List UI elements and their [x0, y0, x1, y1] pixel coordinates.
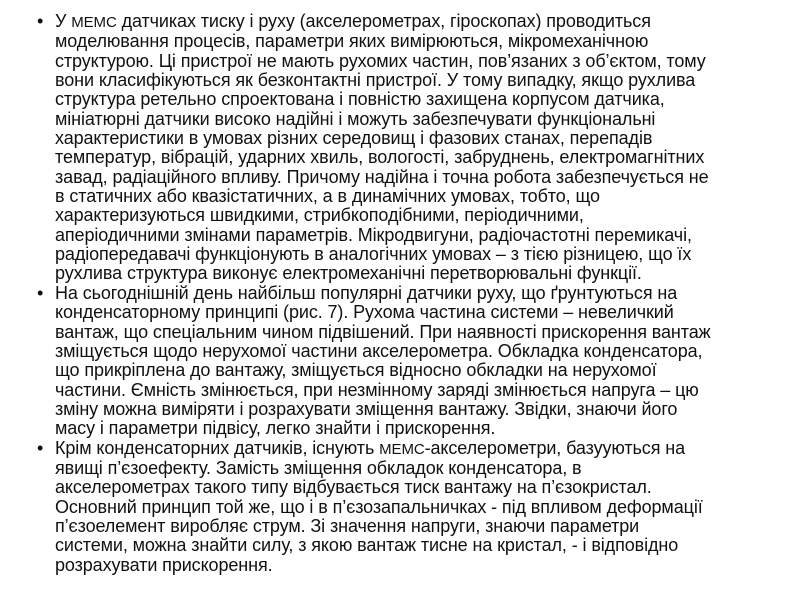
text-line: Крім конденсаторних датчиків, існують МЕМС-акселерометри, базууються на: [55, 437, 685, 458]
bullet-dot-icon: •: [37, 437, 44, 458]
text-line: системи, можна знайти силу, з якою вантаж тисне на кристал, - і відповідно: [55, 535, 679, 556]
bullet-text: [55, 284, 792, 439]
text-line: вантаж, що спеціальним чином підвішений. При наявності прискорення вантаж: [55, 321, 711, 342]
text-line: масу і параметри підвісу, легко знайти і прискорення.: [55, 418, 496, 439]
text-line: радіопередавачі функціонують в аналогічних умовах – з тією різницею, що їх: [55, 244, 692, 265]
text-line: зміщується щодо нерухомої частини акселерометра. Обкладка конденсатора,: [55, 340, 703, 361]
text-line: характеристики в умовах різних середовищ і фазових станах, перепадів: [55, 128, 653, 149]
text-line: На сьогоднішній день найбільш популярні датчики руху, що ґрунтуються на: [55, 282, 678, 303]
text-line: п’єзоелемент виробляє струм. Зі значення напруги, знаючи параметри: [55, 515, 640, 536]
text-line: вони класифікуються як безконтактні пристрої. У тому випадку, якщо рухлива: [55, 70, 696, 91]
memc-smallcaps: МЕМС: [379, 440, 425, 458]
text-line: що прикріплена до вантажу, зміщується відносно обкладки на нерухомої: [55, 360, 657, 381]
text-line: розрахувати прискорення.: [55, 554, 273, 575]
bullet-item: [37, 284, 792, 439]
text-line: рухлива структура виконує електромеханічні перетворювальні функції.: [55, 263, 642, 284]
text-line: завад, радіаційного впливу. Причому надійна і точна робота забезпечується не: [55, 166, 709, 187]
text-line: температур, вібрацій, ударних хвиль, вологості, забруднень, електромагнітних: [55, 147, 705, 168]
text-line: характеризуються швидкими, стрибкоподібними, періодичними,: [55, 205, 584, 226]
text-line: У МЕМС датчиках тиску і руху (акселерометрах, гіроскопах) проводиться: [55, 11, 651, 31]
text-line: в статичних або квазістатичних, а в динамічних умовах, тобто, що: [55, 186, 600, 207]
text-line: мініатюрні датчики високо надійні і можуть забезпечувати функціональні: [55, 108, 656, 129]
text-line: структура ретельно спроектована і повністю захищена корпусом датчика,: [55, 89, 665, 110]
memc-smallcaps: МЕМС: [71, 14, 117, 31]
bullet-dot-icon: •: [37, 11, 44, 31]
text-line: акселерометрах такого типу відбувається тиск вантажу на п’єзокристал.: [55, 477, 652, 498]
bullet-text: [55, 12, 792, 284]
bullet-item: [37, 12, 792, 284]
text-line: явищі п’єзоефекту. Замість зміщення обкладок конденсатора, в: [55, 457, 582, 478]
bullet-text: [55, 439, 792, 575]
bullet-item: [37, 439, 792, 575]
text-line: зміну можна виміряти і розрахувати зміщення вантажу. Звідки, знаючи його: [55, 398, 678, 419]
bullet-dot-icon: •: [37, 282, 44, 303]
text-line: аперіодичними змінами параметрів. Мікродвигуни, радіочастотні перемикачі,: [55, 224, 692, 245]
text-line: частини. Ємність змінюється, при незмінному заряді змінюється напруга – цю: [55, 379, 699, 400]
bullet-list: [37, 12, 792, 575]
text-line: моделювання процесів, параметри яких вимірюються, мікромеханічною: [55, 31, 649, 52]
text-line: Основний принцип той же, що і в п’єзозапальничках - під впливом деформації: [55, 496, 703, 517]
text-line: структурою. Ці пристрої не мають рухомих частин, пов’язаних з об’єктом, тому: [55, 50, 706, 71]
text-line: конденсаторному принципі (рис. 7). Рухома частина системи – невеличкий: [55, 302, 674, 323]
